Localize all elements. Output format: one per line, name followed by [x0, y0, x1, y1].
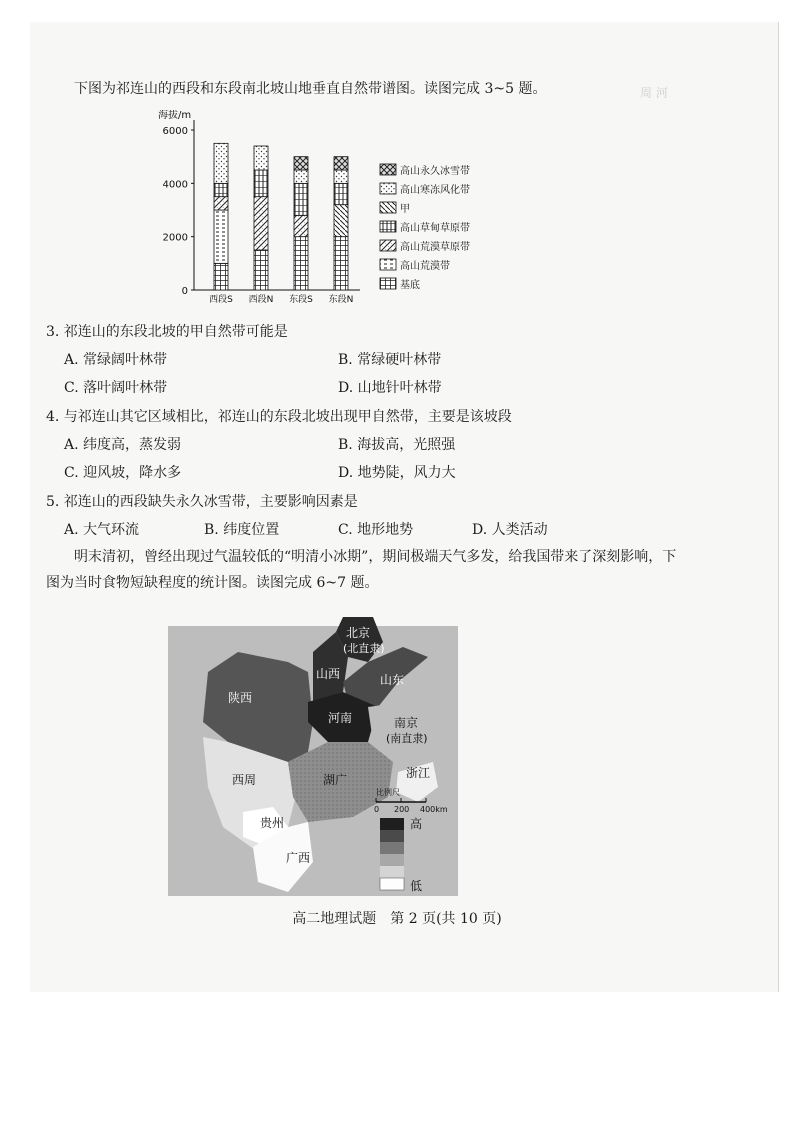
bleed-through: 周 河	[640, 86, 668, 100]
bar-segment-base	[294, 237, 308, 290]
bar-segment-meadow	[334, 183, 348, 204]
label-beijing-sub: (北直隶)	[343, 642, 385, 655]
bar-segment-snow	[334, 157, 348, 170]
legend-swatch-4	[380, 854, 404, 866]
y-axis-label: 海拔/m	[158, 110, 192, 121]
legend-swatch-desert_steppe	[380, 240, 396, 251]
q5-option-c[interactable]: C. 地形地势	[338, 522, 414, 538]
label-beijing: 北京	[346, 626, 371, 640]
legend-swatch-jia	[380, 202, 396, 213]
bar-segment-meadow	[214, 183, 228, 196]
y-tick-label: 6000	[162, 126, 188, 137]
legend-swatch-meadow	[380, 221, 396, 232]
label-shaanxi: 陕西	[228, 691, 253, 705]
legend-swatch-5	[380, 866, 404, 878]
legend-label-base: 基底	[400, 280, 420, 291]
q3-option-d[interactable]: D. 山地针叶林带	[338, 380, 442, 396]
bar-segment-base	[214, 263, 228, 290]
category-label: 东段N	[328, 295, 354, 305]
y-tick-label: 0	[181, 286, 188, 297]
legend-low: 低	[410, 879, 423, 893]
bar-segment-desert_steppe	[254, 197, 268, 250]
bar-segment-frost	[254, 146, 268, 170]
label-zhejiang: 浙江	[406, 766, 431, 780]
scale-title: 比例尺	[376, 788, 400, 797]
category-label: 东段S	[289, 295, 313, 305]
bar-segment-jia	[334, 205, 348, 237]
legend-label-desert_steppe: 高山荒漠草原带	[400, 242, 470, 253]
label-huguang: 湖广	[323, 773, 348, 787]
label-guangxi: 广西	[286, 851, 311, 865]
intro-6-7: 明末清初，曾经出现过气温较低的“明清小冰期”，期间极端天气多发，给我国带来了深刻影响，下图为当时食物短缺程度的统计图。读图完成 6~7 题。	[46, 549, 677, 591]
label-henan: 河南	[328, 711, 353, 725]
vertical-zone-chart	[150, 110, 510, 310]
label-shandong: 山东	[380, 673, 405, 687]
label-nanjing-sub: (南直隶)	[386, 732, 428, 745]
q3-option-b[interactable]: B. 常绿硬叶林带	[338, 352, 442, 368]
legend-swatch-desert	[380, 259, 396, 270]
question-3-stem: 3. 祁连山的东段北坡的甲自然带可能是	[46, 324, 288, 340]
bar-segment-base	[254, 250, 268, 290]
page-footer: 高二地理试题 第 2 页(共 10 页)	[292, 911, 502, 927]
bar-segment-desert_steppe	[214, 197, 228, 210]
label-guizhou: 贵州	[260, 816, 285, 830]
legend-swatch-3	[380, 842, 404, 854]
legend-label-desert: 高山荒漠带	[400, 261, 450, 272]
legend-label-frost: 高山寒冻风化带	[400, 185, 470, 196]
q5-option-b[interactable]: B. 纬度位置	[204, 522, 280, 538]
label-xizhou: 西周	[232, 773, 257, 787]
bar-segment-snow	[294, 157, 308, 170]
legend-swatch-base	[380, 278, 396, 289]
q4-option-b[interactable]: B. 海拔高，光照强	[338, 437, 456, 453]
q4-option-c[interactable]: C. 迎风坡，降水多	[64, 465, 182, 481]
bar-segment-meadow	[254, 170, 268, 197]
legend-swatch-6	[380, 878, 404, 890]
scale-label-0: 0	[374, 805, 380, 814]
legend-swatch-1	[380, 818, 404, 830]
q4-option-d[interactable]: D. 地势陡，风力大	[338, 465, 456, 481]
legend-swatch-2	[380, 830, 404, 842]
question-5-stem: 5. 祁连山的西段缺失永久冰雪带，主要影响因素是	[46, 494, 358, 510]
label-shanxi: 山西	[316, 667, 341, 681]
category-label: 西段S	[209, 295, 233, 305]
q5-option-d[interactable]: D. 人类活动	[472, 522, 548, 538]
label-nanjing: 南京	[394, 716, 419, 730]
y-tick-label: 4000	[162, 179, 188, 191]
food-shortage-map	[168, 612, 464, 904]
bar-segment-frost	[294, 170, 308, 183]
legend-label-meadow: 高山草甸草原带	[400, 223, 470, 234]
legend-high: 高	[410, 817, 423, 831]
q3-option-c[interactable]: C. 落叶阔叶林带	[64, 380, 168, 396]
legend-label-jia: 甲	[400, 204, 410, 215]
q4-option-a[interactable]: A. 纬度高，蒸发弱	[64, 437, 182, 453]
scale-label-400: 400km	[420, 805, 448, 814]
bar-segment-frost	[334, 170, 348, 183]
category-label: 西段N	[248, 295, 274, 305]
intro-3-5: 下图为祁连山的西段和东段南北坡山地垂直自然带谱图。读图完成 3~5 题。	[74, 81, 547, 97]
bar-segment-frost	[214, 143, 228, 183]
bar-segment-desert_steppe	[294, 215, 308, 236]
legend-swatch-snow	[380, 164, 396, 175]
bar-segment-desert	[214, 210, 228, 263]
q3-option-a[interactable]: A. 常绿阔叶林带	[64, 352, 168, 368]
y-tick-label: 2000	[162, 232, 188, 244]
bar-segment-meadow	[294, 183, 308, 215]
question-4-stem: 4. 与祁连山其它区域相比，祁连山的东段北坡出现甲自然带，主要是该坡段	[46, 409, 512, 425]
legend-label-snow: 高山永久冰雪带	[400, 166, 470, 177]
q5-option-a[interactable]: A. 大气环流	[64, 522, 140, 538]
scale-label-200: 200	[394, 805, 410, 814]
bar-segment-base	[334, 237, 348, 290]
legend-swatch-frost	[380, 183, 396, 194]
